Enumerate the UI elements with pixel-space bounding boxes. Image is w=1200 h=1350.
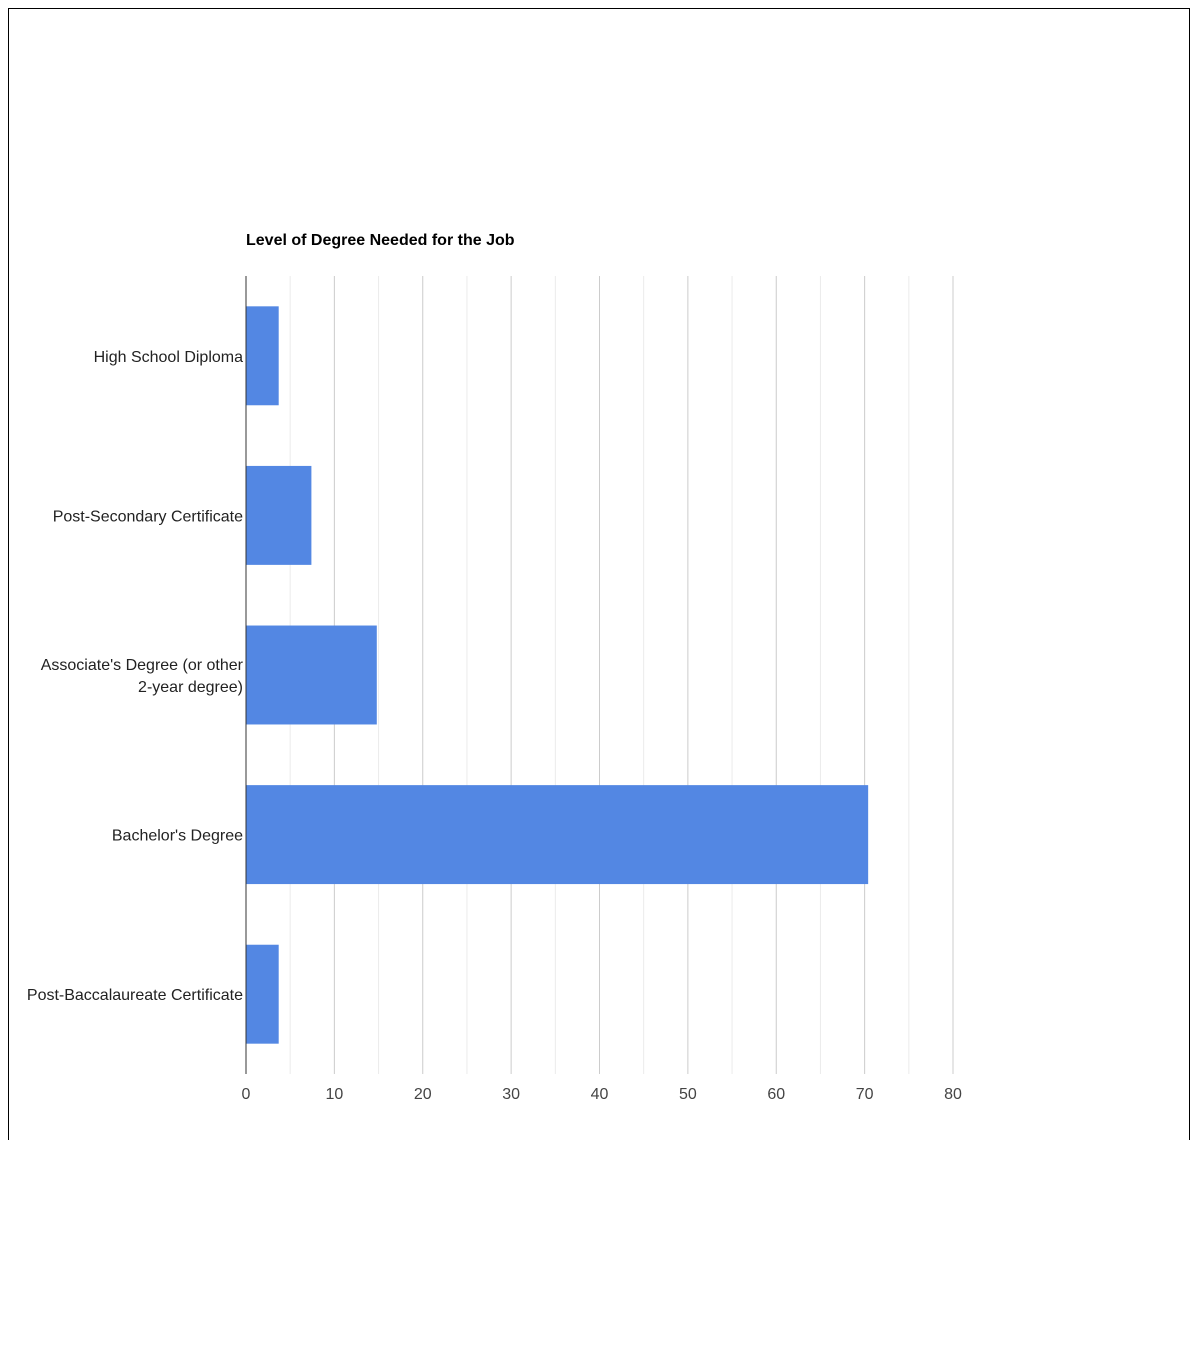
category-label: Associate's Degree (or other 2-year degree) — [40, 657, 243, 696]
category-label: Post-Secondary Certificate — [52, 508, 243, 526]
x-tick-label: 70 — [855, 1086, 874, 1103]
bar — [246, 945, 279, 1044]
category-label: High School Diploma — [93, 348, 243, 366]
x-tick-label: 60 — [767, 1086, 786, 1103]
bar — [246, 466, 311, 565]
tick-labels — [242, 1086, 962, 1103]
category-label: Bachelor's Degree — [111, 827, 243, 845]
category-labels — [27, 349, 244, 1004]
x-tick-label: 80 — [944, 1086, 962, 1103]
x-tick-label: 20 — [413, 1086, 432, 1103]
bar-chart — [9, 9, 1191, 1141]
bar — [246, 306, 279, 405]
chart-title: Level of Degree Needed for the Job — [246, 232, 515, 249]
x-tick-label: 40 — [590, 1086, 609, 1103]
bar — [246, 626, 377, 725]
bars — [246, 306, 868, 1043]
chart-frame — [8, 8, 1190, 1140]
x-tick-label: 10 — [325, 1086, 344, 1103]
x-tick-label: 0 — [241, 1086, 251, 1103]
x-tick-label: 30 — [502, 1086, 521, 1103]
category-label: Post-Baccalaureate Certificate — [26, 987, 243, 1005]
bar — [246, 785, 868, 884]
x-tick-label: 50 — [678, 1086, 697, 1103]
gridlines — [290, 276, 953, 1074]
